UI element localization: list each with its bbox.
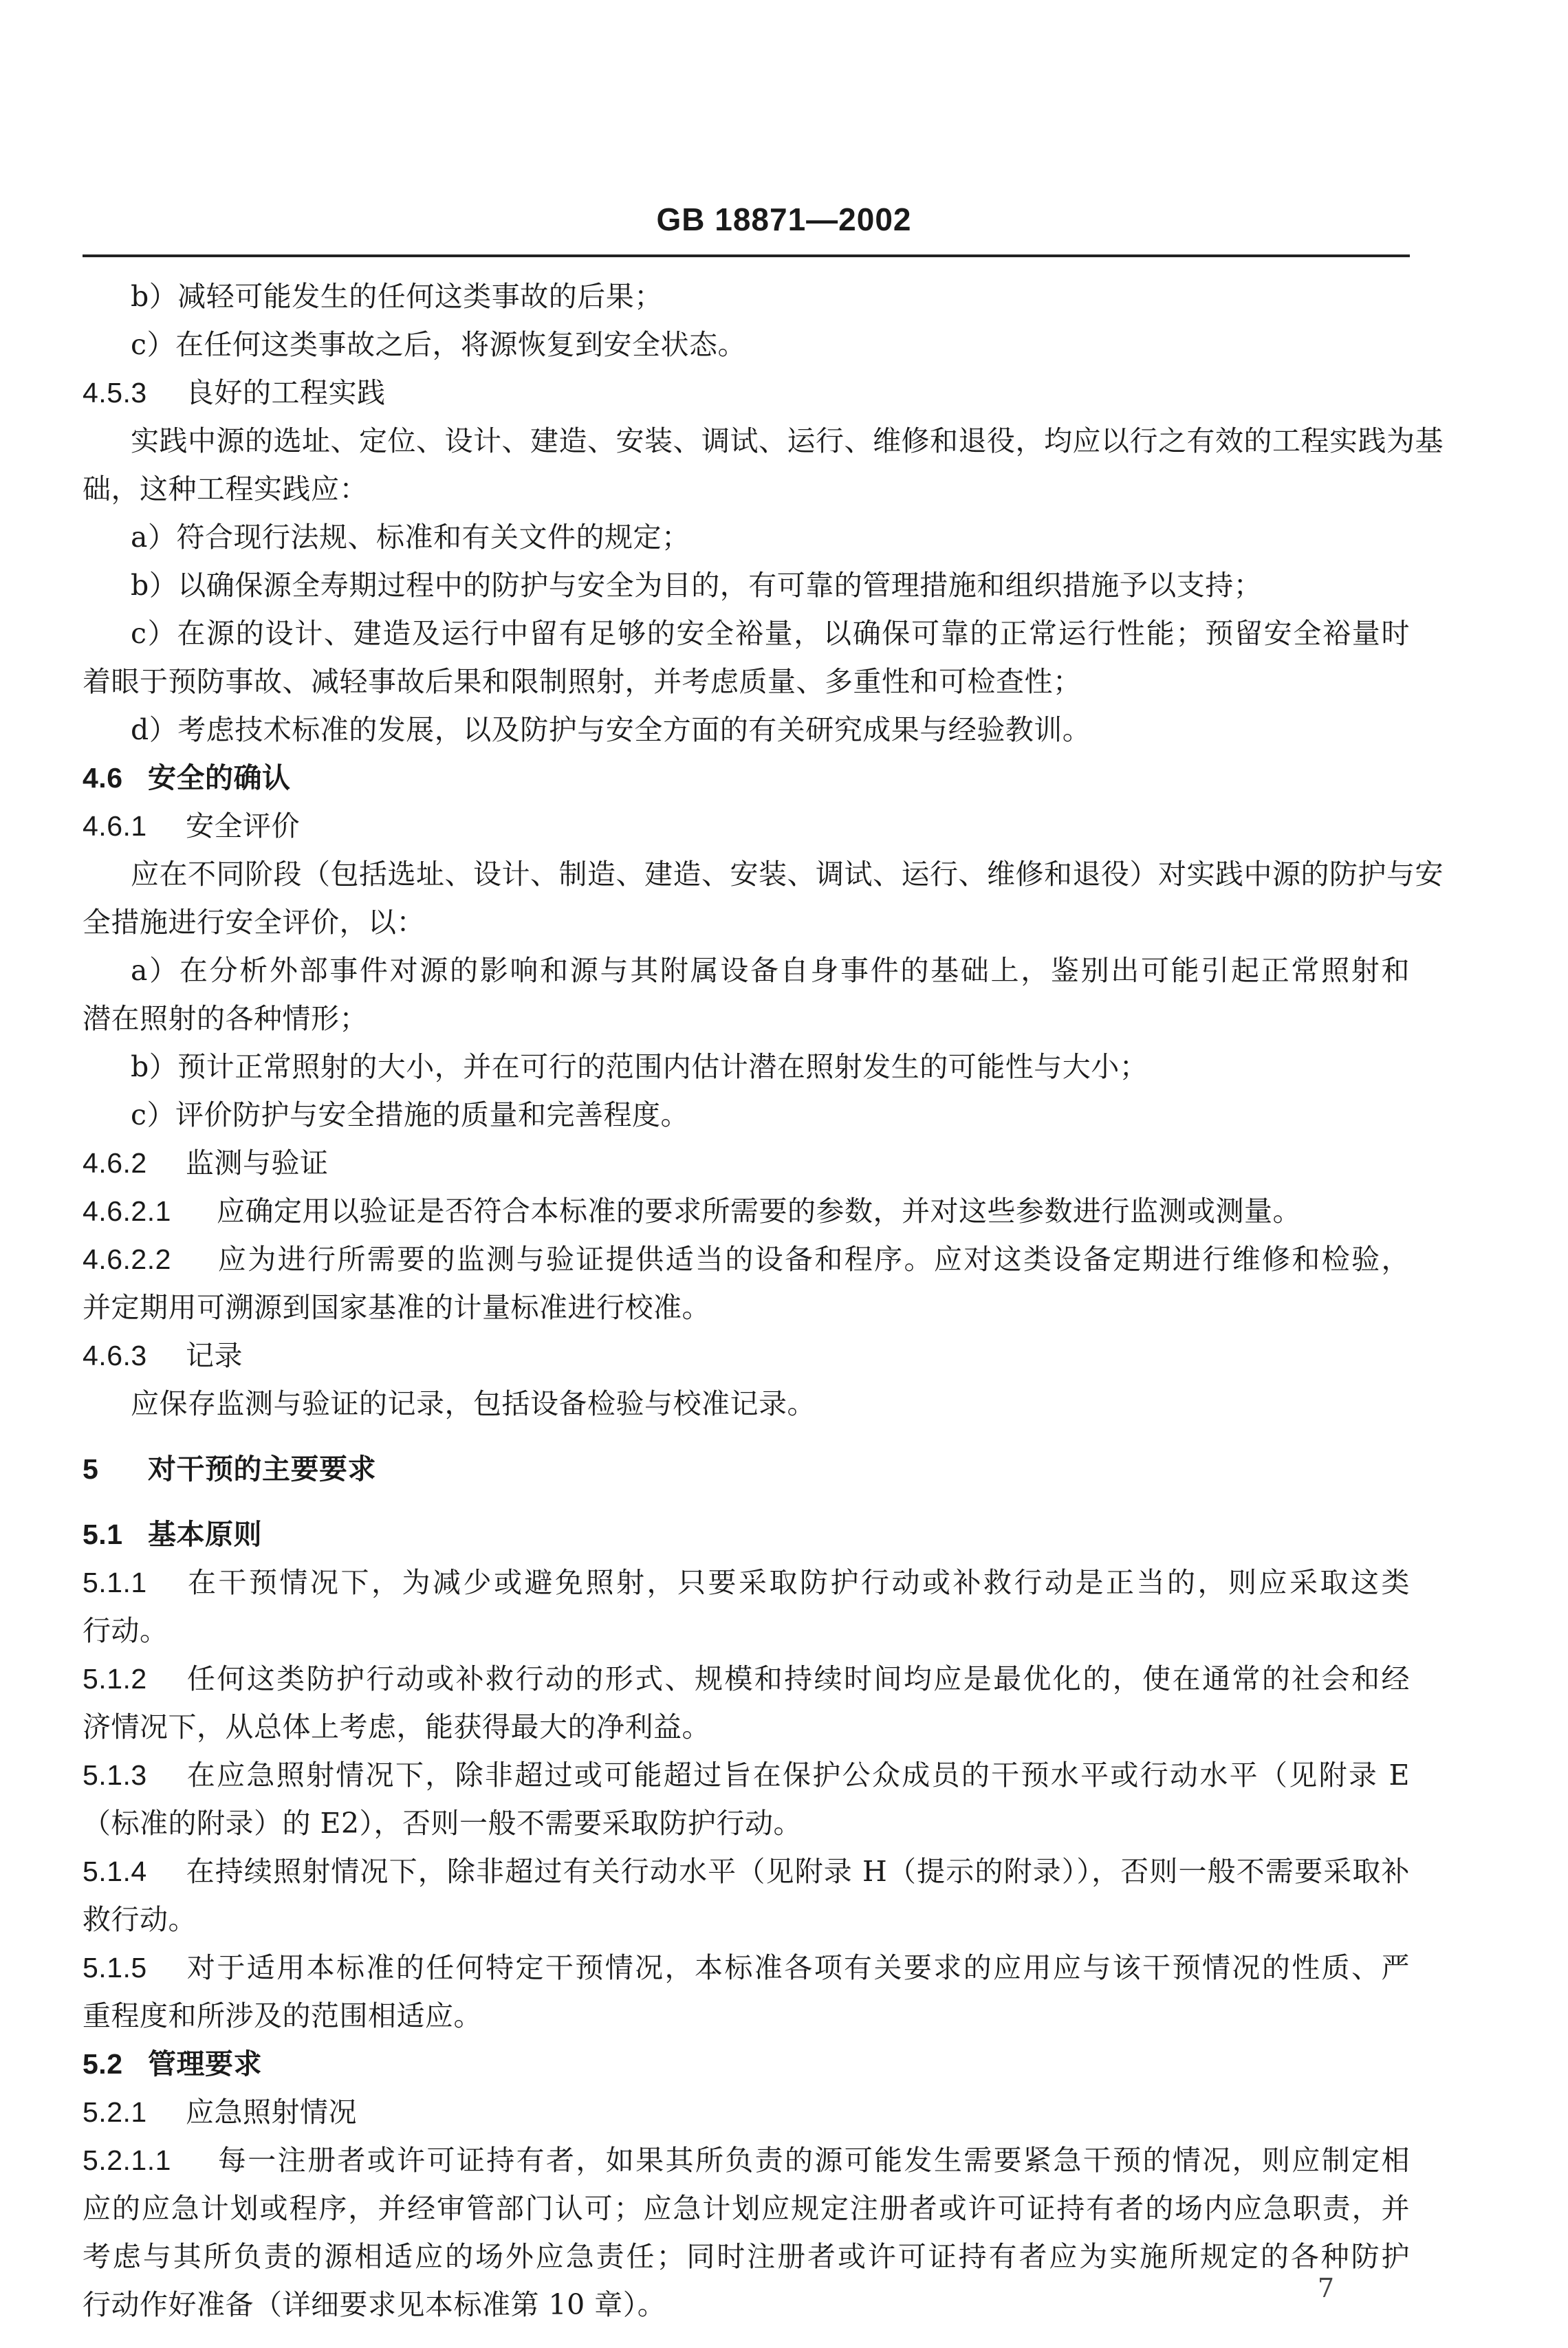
- section-number: 5.2.1.1: [83, 2144, 171, 2176]
- section-number: 4.6.2.1: [83, 1195, 171, 1227]
- header-rule: [83, 254, 1410, 257]
- list-item-a: a）在分析外部事件对源的影响和源与其附属设备自身事件的基础上，鉴别出可能引起正常照射和: [131, 954, 1410, 987]
- paragraph-line: 应的应急计划或程序，并经审管部门认可；应急计划应规定注册者或许可证持有者的场内应急职责，并: [83, 2192, 1410, 2225]
- section-title: 良好的工程实践: [186, 376, 386, 409]
- section-heading-4-6: [83, 757, 1410, 799]
- section-number: 4.6.2.2: [83, 1243, 171, 1275]
- section-number: 5.1.2: [83, 1663, 147, 1695]
- section-title: 监测与验证: [186, 1146, 329, 1180]
- list-item-b: b）以确保源全寿期过程中的防护与安全为目的，有可靠的管理措施和组织措施予以支持；: [131, 569, 1263, 602]
- clause-5-2-1-1: [83, 2139, 1410, 2182]
- section-number: 4.6.2: [83, 1147, 147, 1179]
- paragraph-line: 应保存监测与验证的记录，包括设备检验与校准记录。: [131, 1387, 816, 1420]
- clause-text: 对于适用本标准的任何特定干预情况，本标准各项有关要求的应用应与该干预情况的性质、严: [186, 1951, 1410, 1984]
- clause-text: 任何这类防护行动或补救行动的形式、规模和持续时间均应是最优化的，使在通常的社会和经: [186, 1662, 1410, 1695]
- paragraph-line: 着眼于预防事故、减轻事故后果和限制照射，并考虑质量、多重性和可检查性；: [83, 665, 1082, 698]
- section-number: 5.1.4: [83, 1856, 147, 1887]
- list-item-a: a）符合现行法规、标准和有关文件的规定；: [131, 521, 690, 554]
- section-number: 5.2.1: [83, 2096, 147, 2128]
- list-item-d: d）考虑技术标准的发展，以及防护与安全方面的有关研究成果与经验教训。: [131, 713, 1091, 746]
- section-number: 5.1.5: [83, 1952, 147, 1983]
- section-title: 安全的确认: [148, 761, 291, 794]
- paragraph-line: 行动作好准备（详细要求见本标准第 10 章）。: [83, 2288, 666, 2321]
- page-number: 7: [1317, 2273, 1334, 2303]
- clause-5-1-1: [83, 1561, 1410, 1604]
- list-item-c: c）评价防护与安全措施的质量和完善程度。: [131, 1098, 689, 1131]
- paragraph-line: 行动。: [83, 1614, 168, 1647]
- section-number: 4.6: [83, 762, 123, 794]
- section-title: 记录: [186, 1339, 243, 1372]
- paragraph-line: 础，这种工程实践应：: [83, 472, 368, 506]
- section-number: 4.6.1: [83, 810, 147, 842]
- clause-4-6-2-2: [83, 1238, 1410, 1281]
- section-number: 5.1.1: [83, 1567, 147, 1598]
- chapter-number: 5: [83, 1453, 99, 1485]
- section-heading-5-1: [83, 1513, 1410, 1556]
- clause-5-1-2: [83, 1657, 1410, 1700]
- paragraph-line: 全措施进行安全评价，以：: [83, 906, 425, 939]
- item-4-5-2-b: b）减轻可能发生的任何这类事故的后果；: [131, 280, 663, 313]
- chapter-title: 对干预的主要要求: [148, 1453, 376, 1486]
- paragraph-line: 考虑与其所负责的源相适应的场外应急责任；同时注册者或许可证持有者应为实施所规定的各种防护: [83, 2240, 1410, 2273]
- paragraph-line: 应在不同阶段（包括选址、设计、制造、建造、安装、调试、运行、维修和退役）对实践中源的防护与安: [131, 858, 1444, 891]
- section-heading-4-6-1: [83, 805, 1410, 847]
- section-number: 4.5.3: [83, 377, 147, 409]
- list-item-b: b）预计正常照射的大小，并在可行的范围内估计潜在照射发生的可能性与大小；: [131, 1050, 1148, 1083]
- clause-5-1-4: [83, 1850, 1410, 1893]
- clause-text: 在干预情况下，为减少或避免照射，只要采取防护行动或补救行动是正当的，则应采取这类: [186, 1566, 1410, 1599]
- paragraph-line: （标准的附录）的 E2），否则一般不需要采取防护行动。: [83, 1807, 803, 1840]
- paragraph-line: 并定期用可溯源到国家基准的计量标准进行校准。: [83, 1291, 710, 1324]
- section-title: 安全评价: [186, 809, 300, 843]
- section-heading-4-6-3: [83, 1334, 1410, 1377]
- clause-5-1-3: [83, 1754, 1410, 1796]
- section-heading-5-2: [83, 2043, 1410, 2085]
- section-title: 基本原则: [148, 1518, 262, 1551]
- chapter-heading-5: [83, 1448, 1410, 1490]
- clause-text: 在应急照射情况下，除非超过或可能超过旨在保护公众成员的干预水平或行动水平（见附录 E: [186, 1759, 1410, 1792]
- section-heading-4-6-2: [83, 1142, 1410, 1184]
- section-heading-4-5-3: [83, 371, 1410, 414]
- section-title: 管理要求: [148, 2047, 262, 2080]
- clause-text: 在持续照射情况下，除非超过有关行动水平（见附录 H（提示的附录）），否则一般不需要采取补: [186, 1855, 1410, 1888]
- section-number: 5.2: [83, 2048, 123, 2080]
- paragraph-line: 济情况下，从总体上考虑，能获得最大的净利益。: [83, 1710, 710, 1743]
- paragraph-line: 重程度和所涉及的范围相适应。: [83, 1999, 482, 2032]
- paragraph-line: 救行动。: [83, 1903, 197, 1936]
- clause-text: 应确定用以验证是否符合本标准的要求所需要的参数，并对这些参数进行监测或测量。: [217, 1195, 1301, 1228]
- clause-text: 每一注册者或许可证持有者，如果其所负责的源可能发生需要紧急干预的情况，则应制定相: [217, 2144, 1410, 2177]
- section-title: 应急照射情况: [186, 2096, 357, 2129]
- section-heading-5-2-1: [83, 2091, 1410, 2133]
- paragraph-line: 实践中源的选址、定位、设计、建造、安装、调试、运行、维修和退役，均应以行之有效的工程实践为基: [131, 424, 1444, 457]
- paragraph-line: 潜在照射的各种情形；: [83, 1002, 368, 1035]
- clause-text: 应为进行所需要的监测与验证提供适当的设备和程序。应对这类设备定期进行维修和检验，: [217, 1243, 1410, 1276]
- section-number: 4.6.3: [83, 1340, 147, 1371]
- item-4-5-2-c: c）在任何这类事故之后，将源恢复到安全状态。: [131, 328, 746, 361]
- standard-header: GB 18871—2002: [656, 202, 912, 237]
- clause-4-6-2-1: [83, 1190, 1410, 1232]
- clause-5-1-5: [83, 1946, 1410, 1989]
- section-number: 5.1.3: [83, 1759, 147, 1791]
- section-number: 5.1: [83, 1519, 123, 1550]
- list-item-c: c）在源的设计、建造及运行中留有足够的安全裕量，以确保可靠的正常运行性能；预留安全裕量时: [131, 617, 1410, 650]
